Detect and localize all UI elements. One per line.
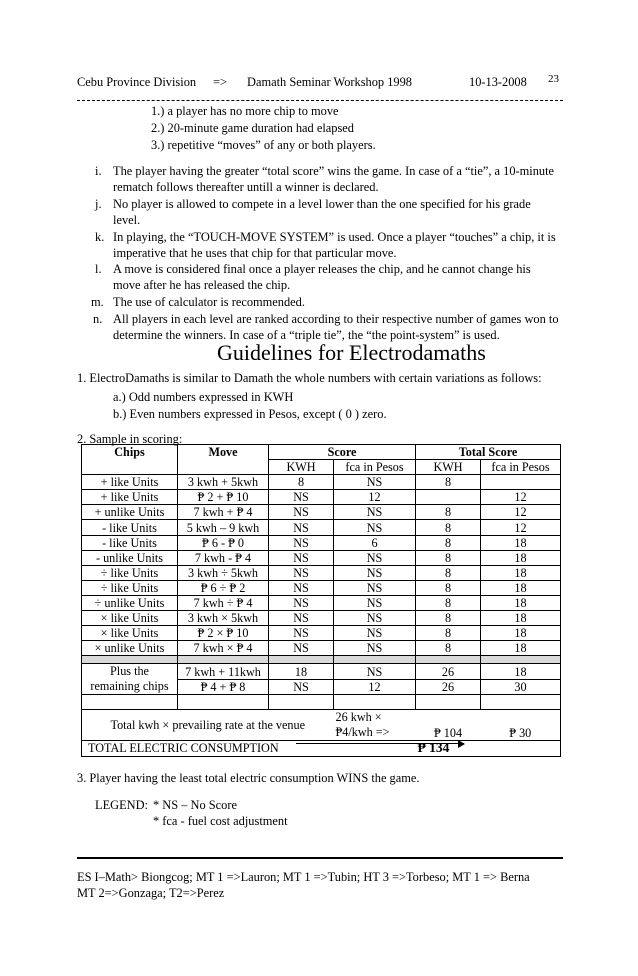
chip-cell: + like Units: [82, 490, 178, 505]
total-kwh-row: [82, 710, 561, 741]
rule-text: determine the winners. In case of a “triple tie”, the “the point-system” is used.: [113, 328, 500, 342]
score-cell: 8: [416, 641, 481, 656]
score-cell: NS: [334, 550, 416, 565]
item-1-text: 1. ElectroDamaths is similar to Damath the whole numbers with certain variations as follows:: [77, 371, 542, 385]
score-cell: 18: [481, 580, 561, 595]
subheader-total-fca: fca in Pesos: [481, 460, 561, 475]
chip-cell: × unlike Units: [82, 641, 178, 656]
rule-text: No player is allowed to compete in a level lower than the one specified for his grade: [113, 197, 531, 211]
plus-label: Plus the remaining chips: [82, 664, 178, 695]
footer-line-2: MT 2=>Gonzaga; T2=>Perez: [77, 886, 225, 900]
move-cell: ₱ 2 + ₱ 10: [178, 490, 269, 505]
item-3-text: 3. Player having the least total electric consumption WINS the game.: [77, 771, 420, 785]
move-cell: 7 kwh × ₱ 4: [178, 641, 269, 656]
page-number: 23: [548, 73, 559, 85]
chip-cell: ÷ unlike Units: [82, 595, 178, 610]
subheader-kwh: KWH: [269, 460, 334, 475]
score-cell: NS: [269, 505, 334, 520]
score-cell: 8: [416, 475, 481, 490]
score-cell: NS: [334, 520, 416, 535]
table-cell: 26: [416, 679, 481, 695]
total-kwh-calc: 26 kwh × ₱4/kwh =>: [334, 710, 416, 741]
header-score: Score: [269, 445, 416, 460]
arrow-icon: [296, 743, 464, 744]
table-header-row: [82, 445, 561, 460]
table-row: [82, 550, 561, 565]
list-item: 1.) a player has no more chip to move: [151, 104, 339, 118]
table-row: [82, 565, 561, 580]
score-cell: 18: [481, 641, 561, 656]
score-cell: NS: [269, 611, 334, 626]
score-cell: 8: [416, 550, 481, 565]
chip-cell: × like Units: [82, 626, 178, 641]
total-kwh-label: Total kwh × prevailing rate at the venue: [82, 710, 334, 741]
header-chips: Chips: [82, 445, 178, 460]
table-cell: 7 kwh + 11kwh: [178, 664, 269, 680]
table-row: [82, 520, 561, 535]
table-row: [82, 580, 561, 595]
rule-text: All players in each level are ranked according to their respective number of games won to: [113, 312, 559, 326]
legend-label: LEGEND:: [95, 798, 148, 812]
item-2-text: 2. Sample in scoring:: [77, 432, 183, 446]
score-cell: 8: [416, 565, 481, 580]
table-row: [82, 490, 561, 505]
score-cell: 12: [334, 490, 416, 505]
legend-fca: * fca - fuel cost adjustment: [153, 814, 288, 828]
move-cell: 5 kwh – 9 kwh: [178, 520, 269, 535]
table-subheader-row: [82, 460, 561, 475]
legend-ns: * NS – No Score: [153, 798, 237, 812]
rule-letter: n.: [93, 312, 103, 326]
table-blank-row: [82, 695, 561, 710]
footer-line-1: ES I–Math> Biongcog; MT 1 =>Lauron; MT 1 =>Tubin; HT 3 =>Torbeso; MT 1 => Berna: [77, 870, 530, 884]
table-row: [82, 475, 561, 490]
score-cell: NS: [334, 565, 416, 580]
subheader-total-kwh: KWH: [416, 460, 481, 475]
move-cell: 3 kwh × 5kwh: [178, 611, 269, 626]
chip-cell: + unlike Units: [82, 505, 178, 520]
total-fca-value: ₱ 30: [481, 710, 561, 741]
score-cell: NS: [334, 580, 416, 595]
header-divider: [77, 100, 563, 101]
table-row: [82, 595, 561, 610]
rule-text: imperative that he uses that chip for that particular move.: [113, 246, 397, 260]
table-cell: NS: [269, 679, 334, 695]
total-kwh-value: ₱ 104: [416, 710, 481, 741]
move-cell: ₱ 2 × ₱ 10: [178, 626, 269, 641]
table-separator: [82, 656, 561, 664]
score-cell: NS: [269, 595, 334, 610]
page-title-text: Guidelines for Electrodamaths: [217, 340, 486, 365]
score-cell: NS: [334, 626, 416, 641]
header-arrow: =>: [213, 75, 227, 89]
rule-letter: l.: [95, 262, 102, 276]
rule-text: The player having the greater “total score” wins the game. In case of a “tie”, a 10-minute: [113, 164, 555, 178]
score-cell: 8: [416, 520, 481, 535]
score-cell: 12: [481, 520, 561, 535]
score-cell: 18: [481, 626, 561, 641]
rule-letter: m.: [91, 295, 104, 309]
table-row: [82, 505, 561, 520]
header-move: Move: [178, 445, 269, 460]
consumption-value: ₱ 134: [416, 741, 561, 756]
score-cell: 8: [416, 505, 481, 520]
score-cell: [481, 475, 561, 490]
score-cell: NS: [269, 565, 334, 580]
score-cell: NS: [269, 535, 334, 550]
chip-cell: - like Units: [82, 535, 178, 550]
table-cell: 30: [481, 679, 561, 695]
rule-text: The use of calculator is recommended.: [113, 295, 305, 309]
table-cell: ₱ 4 + ₱ 8: [178, 679, 269, 695]
score-cell: NS: [269, 520, 334, 535]
score-cell: 12: [481, 505, 561, 520]
list-item: 2.) 20-minute game duration had elapsed: [151, 121, 355, 135]
table-row: [82, 664, 561, 680]
score-cell: 8: [416, 595, 481, 610]
score-cell: 8: [416, 626, 481, 641]
chip-cell: - unlike Units: [82, 550, 178, 565]
score-cell: NS: [269, 490, 334, 505]
score-cell: 12: [481, 490, 561, 505]
rule-letter: j.: [95, 197, 102, 211]
list-item: 3.) repetitive “moves” of any or both players.: [151, 138, 376, 152]
score-cell: NS: [334, 475, 416, 490]
table-cell: NS: [334, 664, 416, 680]
rule-text: rematch follows thereafter untill a winner is declared.: [113, 180, 379, 194]
rule-letter: i.: [95, 164, 102, 178]
score-cell: 8: [416, 611, 481, 626]
header-date: 10-13-2008: [469, 75, 527, 89]
score-cell: 18: [481, 550, 561, 565]
score-cell: [416, 490, 481, 505]
score-cell: 8: [416, 580, 481, 595]
move-cell: 3 kwh + 5kwh: [178, 475, 269, 490]
chip-cell: + like Units: [82, 475, 178, 490]
item-1a: a.) Odd numbers expressed in KWH: [113, 390, 294, 404]
table-row: [82, 641, 561, 656]
score-cell: NS: [269, 641, 334, 656]
rule-text: move after he has released the chip.: [113, 278, 291, 292]
chip-cell: ÷ like Units: [82, 580, 178, 595]
score-cell: NS: [269, 550, 334, 565]
consumption-label: TOTAL ELECTRIC CONSUMPTION: [82, 741, 416, 756]
score-cell: NS: [334, 611, 416, 626]
header-division: Cebu Province Division: [77, 75, 197, 89]
chip-cell: ÷ like Units: [82, 565, 178, 580]
header-seminar: Damath Seminar Workshop 1998: [247, 75, 412, 89]
move-cell: 3 kwh ÷ 5kwh: [178, 565, 269, 580]
table-cell: 18: [269, 664, 334, 680]
score-cell: 8: [269, 475, 334, 490]
score-cell: NS: [334, 505, 416, 520]
table-cell: 12: [334, 679, 416, 695]
page-title: [217, 340, 486, 366]
score-cell: 18: [481, 595, 561, 610]
score-cell: NS: [269, 626, 334, 641]
move-cell: 7 kwh ÷ ₱ 4: [178, 595, 269, 610]
table-cell: 18: [481, 664, 561, 680]
scoring-table: [81, 444, 561, 757]
move-cell: 7 kwh - ₱ 4: [178, 550, 269, 565]
subheader-fca: fca in Pesos: [334, 460, 416, 475]
score-cell: 18: [481, 611, 561, 626]
table-body: [82, 475, 561, 656]
move-cell: 7 kwh + ₱ 4: [178, 505, 269, 520]
header-total: Total Score: [416, 445, 561, 460]
table-row: [82, 611, 561, 626]
score-cell: NS: [334, 641, 416, 656]
score-cell: 6: [334, 535, 416, 550]
score-cell: 8: [416, 535, 481, 550]
move-cell: ₱ 6 ÷ ₱ 2: [178, 580, 269, 595]
rule-text: A move is considered final once a player releases the chip, and he cannot change his: [113, 262, 531, 276]
item-1b: b.) Even numbers expressed in Pesos, except ( 0 ) zero.: [113, 407, 387, 421]
rule-text: In playing, the “TOUCH-MOVE SYSTEM” is used. Once a player “touches” a chip, it is: [113, 230, 556, 244]
chip-cell: - like Units: [82, 520, 178, 535]
score-cell: NS: [334, 595, 416, 610]
chip-cell: × like Units: [82, 611, 178, 626]
footer-divider: [77, 857, 563, 859]
score-cell: NS: [269, 580, 334, 595]
move-cell: ₱ 6 - ₱ 0: [178, 535, 269, 550]
rule-text: level.: [113, 213, 141, 227]
rule-letter: k.: [95, 230, 105, 244]
table-cell: 26: [416, 664, 481, 680]
score-cell: 18: [481, 565, 561, 580]
score-cell: 18: [481, 535, 561, 550]
table-row: [82, 626, 561, 641]
table-row: [82, 535, 561, 550]
